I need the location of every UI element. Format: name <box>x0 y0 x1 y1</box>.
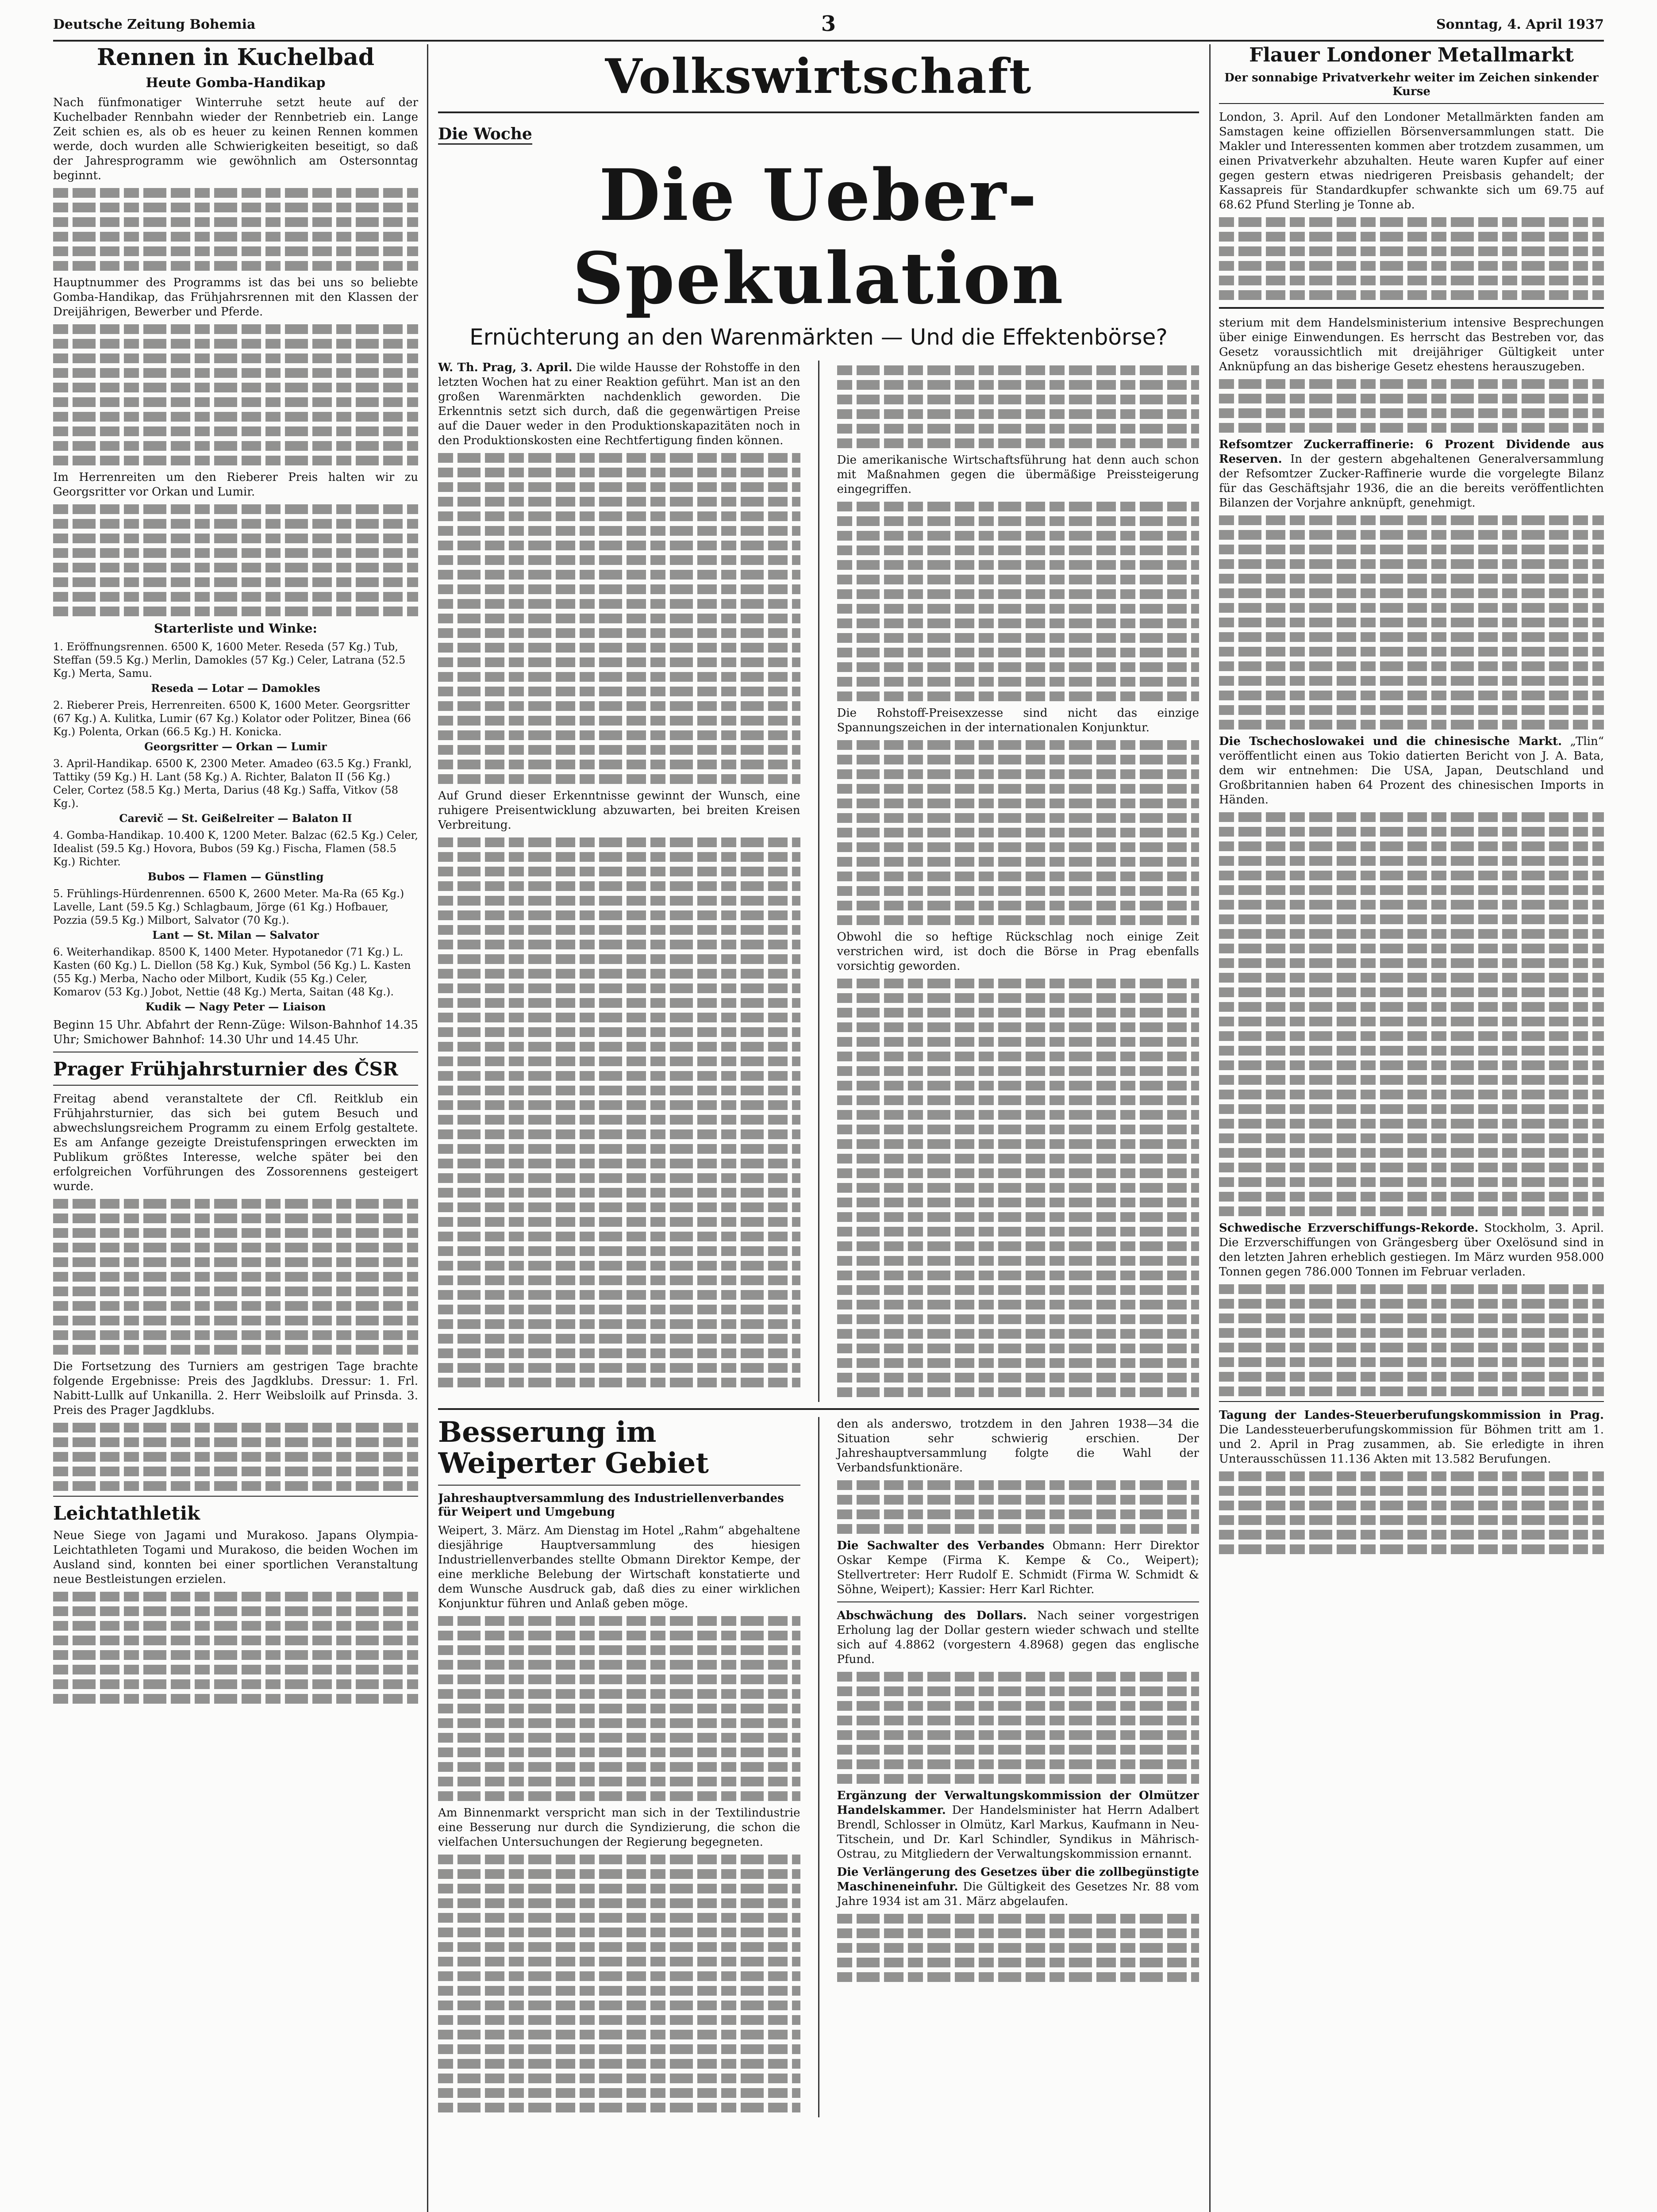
body-text-block <box>837 1914 1199 1982</box>
article-paragraph: Neue Siege von Jagami und Murakoso. Japans Olympia-Leichtathleten Togami und Murakoso, die beiden Wochen im Ausland sind, konnten bei einer sportlichen Veranstaltung neue Bestleistungen erzielen. <box>53 1528 418 1586</box>
race-entry: 1. Eröffnungsrennen. 6500 K, 1600 Meter. Reseda (57 Kg.) Tub, Steffan (59.5 Kg.) Merlin, Damokles (57 Kg.) Celer, Latrana (52.5 Kg.) Merta, Samu. <box>53 641 406 680</box>
body-text-block <box>53 1423 418 1491</box>
middle-column <box>438 44 1199 2212</box>
body-text-block <box>837 1480 1199 1534</box>
article-paragraph: London, 3. April. Auf den Londoner Metallmärkten fanden am Samstagen keine offiziellen Börsenversammlungen statt. Die Makler und Interessenten kommen aber trotzdem zusammen, um einen Privatverkehr abzuhalten. Heute waren Kupfer auf einer gegen gestern etwas niedrigeren Preisbasis gehandelt; der Kassapreis für Standardkupfer schwankte sich um 69.75 auf 68.62 Pfund Sterling je Tonne ab. <box>1219 110 1604 211</box>
economic-notices <box>837 1417 1199 2117</box>
article-title: Besserung im Weiperter Gebiet <box>438 1416 709 1480</box>
notice-title: Die Verlängerung des Gesetzes über die zollbegünstigte Maschineneinfuhr. <box>837 1866 1199 1893</box>
race-pick: Lant — St. Milan — Salvator <box>152 929 319 942</box>
article-paragraph: Auf Grund dieser Erkenntnisse gewinnt der Wunsch, eine ruhigere Preisentwicklung abzuwarten, bei breiten Kreisen Verbreitung. <box>438 789 800 832</box>
race-entry: 5. Frühlings-Hürdenrennen. 6500 K, 2600 Meter. Ma-Ra (65 Kg.) Lavelle, Lant (59.5 Kg.) Schlagbaum, Jörge (61 Kg.) Hofbauer, Pozzia (59.5 Kg.) Milbort, Salvator (70 Kg.). <box>53 887 404 927</box>
article-paragraph: Beginn 15 Uhr. Abfahrt der Renn-Züge: Wilson-Bahnhof 14.35 Uhr; Smichower Bahnhof: 14.30 Uhr und 14.45 Uhr. <box>53 1018 418 1047</box>
body-text-block <box>837 1672 1199 1784</box>
lead-article-body <box>438 361 1199 1402</box>
byline: W. Th. Prag, 3. April. <box>438 361 573 374</box>
right-column <box>1219 44 1604 2212</box>
body-text-block <box>1219 217 1604 300</box>
divider <box>53 1085 418 1086</box>
race-entry: 6. Weiterhandikap. 8500 K, 1400 Meter. Hypotanedor (71 Kg.) L. Kasten (60 Kg.) L. Diellon (58 Kg.) Kuk, Symbol (56 Kg.) L. Kasten (55 Kg.) Merba, Nacho oder Milbort, Kudik (55 Kg.) Celer, Komarov (53 Kg.) Jobot, Nettie (48 Kg.) Merta, Saitan (48 Kg.). <box>53 946 411 998</box>
column-rule <box>818 1417 819 2117</box>
body-text-block <box>837 365 1199 448</box>
column-rule <box>1209 44 1211 2212</box>
notice-text: „Tlin“ veröffentlicht einen aus Tokio datierten Bericht von J. A. Bata, dem wir entnehmen: Die USA, Japan, Deutschland und Großbritannien haben 64 Prozent des chinesischen Imports in Händen. <box>1219 734 1604 806</box>
article-paragraph: sterium mit dem Handelsministerium intensive Besprechungen über einige Einwendungen. Es herrscht das Bestreben vor, das Gesetz voraussichtlich mit dreijähriger Gültigkeit unter Anknüpfung an das bisherige Gesetz ehestens herauszugeben. <box>1219 316 1604 373</box>
lead-article-right <box>837 361 1199 1402</box>
article-paragraph: Die amerikanische Wirtschaftsführung hat denn auch schon mit Maßnahmen gegen die übermäßige Preissteigerung eingegriffen. <box>837 453 1199 496</box>
notice-text: Stockholm, 3. April. Die Erzverschiffungen von Grängesberg über Oxelösund sind in den letzten Jahren erheblich gestiegen. Im März wurden 958.000 Tonnen gegen 786.000 Tonnen im Februar verladen. <box>1219 1221 1604 1279</box>
race-pick: Carevič — St. Geißelreiter — Balaton II <box>119 812 352 825</box>
newspaper-name: Deutsche Zeitung Bohemia <box>53 17 256 32</box>
race-pick: Georgsritter — Orkan — Lumir <box>144 740 327 753</box>
body-text-block <box>438 1616 800 1801</box>
article-paragraph: Hauptnummer des Programms ist das bei uns so beliebte Gomba-Handikap, das Frühjahrsrennen mit den Klassen der Dreijährigen, Bewerber und Pferde. <box>53 276 418 319</box>
race-pick: Bubos — Flamen — Günstling <box>147 870 324 883</box>
body-text-block <box>1219 379 1604 433</box>
body-text-block <box>438 837 800 1387</box>
article-paragraph: Obwohl die so heftige Rückschlag noch einige Zeit verstrichen wird, ist doch die Börse in Prag ebenfalls vorsichtig geworden. <box>837 930 1199 973</box>
article-paragraph: Weipert, 3. März. Am Dienstag im Hotel „Rahm“ abgehaltene diesjährige Hauptversammlung des hiesigen Industriellenverbandes stellte Obmann Direktor Kempe, der eine merkliche Belebung der Wirtschaft konstatierte und dem Wunsche Ausdruck gab, daß dies zu einer wirklichen Konjunktur führen und Anlaß geben möge. <box>438 1524 800 1611</box>
article-paragraph: Die wilde Hausse der Rohstoffe in den letzten Wochen hat zu einer Reaktion geführt. Man ist an den großen Warenmärkten nachdenklich geworden. Die Erkenntnis setzt sich durch, daß die gegenwärtigen Preise auf die Dauer weder in den Produktionskapazitäten noch in den Produktionskosten eine Rechtfertigung finden können. <box>438 361 800 447</box>
notice-text: Die Landessteuerberufungskommission für Böhmen tritt am 1. und 2. April in Prag zusammen, ab. Sie erledigte in ihren Unterausschüssen 11.136 Akten mit 13.582 Berufungen. <box>1219 1423 1604 1466</box>
article-subtitle: Jahreshauptversammlung des Industriellenverbandes für Weipert und Umgebung <box>438 1491 784 1519</box>
divider <box>53 1496 418 1497</box>
body-text-block <box>837 979 1199 1397</box>
article-paragraph: Die Fortsetzung des Turniers am gestrigen Tage brachte folgende Ergebnisse: Preis des Jagdklubs. Dressur: 1. Frl. Nabitt-Lullk auf Unkanilla. 2. Herr Weibsloilk auf Prinsda. 3. Preis des Prager Jagdklubs. <box>53 1359 418 1417</box>
article-title: Prager Frühjahrsturnier des ČSR <box>53 1058 398 1080</box>
article-subtitle: Der sonnabige Privatverkehr weiter im Zeichen sinkender Kurse <box>1224 71 1599 98</box>
article-paragraph: Freitag abend veranstaltete der Cfl. Reitklub ein Frühjahrsturnier, das sich bei gutem Besuch und abwechslungsreichem Programm zu einem Erfolg gestaltete. Es am Anfange gezeigte Dreistufenspringen erweckten im Publikum größtes Interesse, welche später bei den erfolgreichen Vorführungen des Zossorennens gesteigert wurde. <box>53 1092 418 1193</box>
lead-article-left <box>438 361 800 1402</box>
notice-title: Tagung der Landes-Steuerberufungskommission in Prag. <box>1219 1408 1604 1422</box>
divider <box>438 111 1199 113</box>
notice-title: Abschwächung des Dollars. <box>837 1609 1027 1622</box>
body-text-block <box>1219 1284 1604 1396</box>
divider <box>1219 307 1604 309</box>
section-title: Volkswirtschaft <box>605 49 1032 104</box>
body-text-block <box>53 1199 418 1355</box>
body-text-block <box>837 740 1199 925</box>
body-text-block <box>1219 1471 1604 1554</box>
race-pick: Reseda — Lotar — Damokles <box>151 682 320 695</box>
race-entry: 2. Rieberer Preis, Herrenreiten. 6500 K, 1600 Meter. Georgsritter (67 Kg.) A. Kulitka, Lumir (67 Kg.) Kolator oder Politzer, Binea (66 Kg.) Polenta, Orkan (66.5 Kg.) H. Konicka. <box>53 699 411 738</box>
divider <box>1219 103 1604 104</box>
notice-title: Ergänzung der Verwaltungskommission der Olmützer Handelskammer. <box>837 1789 1199 1817</box>
notice-title: Die Sachwalter des Verbandes <box>837 1539 1045 1552</box>
notice-title: Die Tschechoslowakei und die chinesische Markt. <box>1219 734 1562 748</box>
main-headline: Die Ueber-Spekulation <box>573 154 1065 320</box>
column-rule <box>818 361 819 1402</box>
body-text-block <box>837 502 1199 701</box>
notice-text: Nach seiner vorgestrigen Erholung lag der Dollar gestern wieder schwach und stellte sich auf 4.8862 (vorgestern 4.8968) gegen das englische Pfund. <box>837 1609 1199 1666</box>
body-text-block <box>53 188 418 271</box>
race-pick: Kudik — Nagy Peter — Liaison <box>145 1000 326 1014</box>
notice-text: Die Gültigkeit des Gesetzes Nr. 88 vom Jahre 1934 ist am 31. März abgelaufen. <box>837 1880 1199 1908</box>
divider <box>438 1408 1199 1410</box>
notice-title: Schwedische Erzverschiffungs-Rekorde. <box>1219 1221 1479 1235</box>
issue-date: Sonntag, 4. April 1937 <box>1436 17 1604 32</box>
starter-list <box>53 640 418 1014</box>
article-paragraph: den als anderswo, trotzdem in den Jahren 1938—34 die Situation sehr schwierig erschien. Der Jahreshauptversammlung folgte die Wahl der Verbandsfunktionäre. <box>837 1417 1199 1475</box>
divider <box>1219 1401 1604 1402</box>
body-text-block <box>438 1855 800 2112</box>
divider <box>438 1485 800 1486</box>
kicker-label: Die Woche <box>438 125 532 145</box>
left-column <box>53 44 418 2212</box>
article-title: Leichtathletik <box>53 1502 200 1524</box>
article-paragraph: Nach fünfmonatiger Winterruhe setzt heute auf der Kuchelbader Rennbahn wieder der Rennbetrieb ein. Lange Zeit schien es, als ob es heuer zu keinen Rennen kommen werde, doch wurden alle Schwierigkeiten beseitigt, so daß der Jahresprogramm wie gewöhnlich am Ostersonntag beginnt. <box>53 96 418 182</box>
body-text-block <box>1219 812 1604 1216</box>
article-paragraph: Im Herrenreiten um den Rieberer Preis halten wir zu Georgsritter vor Orkan und Lumir. <box>53 470 418 499</box>
notice-title: Refsomtzer Zuckerraffinerie: 6 Prozent Dividende aus Reserven. <box>1219 438 1604 466</box>
article-subtitle: Heute Gomba-Handikap <box>146 75 326 91</box>
weipert-article <box>438 1417 800 2117</box>
divider <box>837 1601 1199 1602</box>
notice-text: In der gestern abgehaltenen Generalversammlung der Refsomtzer Zucker-Raffinerie wurde die vorgelegte Bilanz für das Geschäftsjahr 1936, die an die bereits veröffentlichten Bilanzen der Vorjahre anknüpft, genehmigt. <box>1219 452 1604 510</box>
article-title: Flauer Londoner Metallmarkt <box>1249 44 1574 66</box>
body-text-block <box>1219 515 1604 730</box>
article-paragraph: Am Binnenmarkt verspricht man sich in der Textilindustrie eine Besserung nur durch die Syndizierung, die schon die vielfachen Untersuchungen der Regierung begegneten. <box>438 1806 800 1849</box>
notice-text: Obmann: Herr Direktor Oskar Kempe (Firma K. Kempe & Co., Weipert); Stellvertreter: Herr Rudolf E. Schmidt (Firma W. Schmidt & Söhne, Weipert); Kassier: Herr Karl Richter. <box>837 1539 1199 1596</box>
page-number: 3 <box>821 12 836 36</box>
body-text-block <box>53 324 418 465</box>
starter-list-heading: Starterliste und Winke: <box>154 621 317 636</box>
lower-articles <box>438 1417 1199 2117</box>
article-title: Rennen in Kuchelbad <box>96 44 375 71</box>
page-header <box>53 9 1604 42</box>
headline-deck: Ernüchterung an den Warenmärkten — Und die Effektenbörse? <box>469 324 1168 350</box>
race-entry: 3. April-Handikap. 6500 K, 2300 Meter. Amadeo (63.5 Kg.) Frankl, Tattiky (59 Kg.) H. Lant (58 Kg.) A. Richter, Balaton II (56 Kg.) Celer, Cortez (58.5 Kg.) Merta, Darius (48 Kg.) Saffa, Vitkov (58 Kg.). <box>53 757 412 810</box>
article-paragraph: Die Rohstoff-Preisexzesse sind nicht das einzige Spannungszeichen in der internationalen Konjunktur. <box>837 707 1199 734</box>
race-entry: 4. Gomba-Handikap. 10.400 K, 1200 Meter. Balzac (62.5 Kg.) Celer, Idealist (59.5 Kg.) Hovora, Bubos (59 Kg.) Fischa, Flamen (58.5 Kg.) Richter. <box>53 829 418 868</box>
notice-text: Der Handelsminister hat Herrn Adalbert Brendl, Schlosser in Olmütz, Karl Markus, Kaufmann in Neu-Titschein, und Dr. Karl Schindler, Syndikus in Mährisch-Ostrau, zu Mitgliedern der Verwaltungskommission ernannt. <box>837 1804 1199 1861</box>
column-rule <box>427 44 428 2212</box>
body-text-block <box>53 504 418 616</box>
body-text-block <box>438 453 800 784</box>
body-text-block <box>53 1592 418 1704</box>
